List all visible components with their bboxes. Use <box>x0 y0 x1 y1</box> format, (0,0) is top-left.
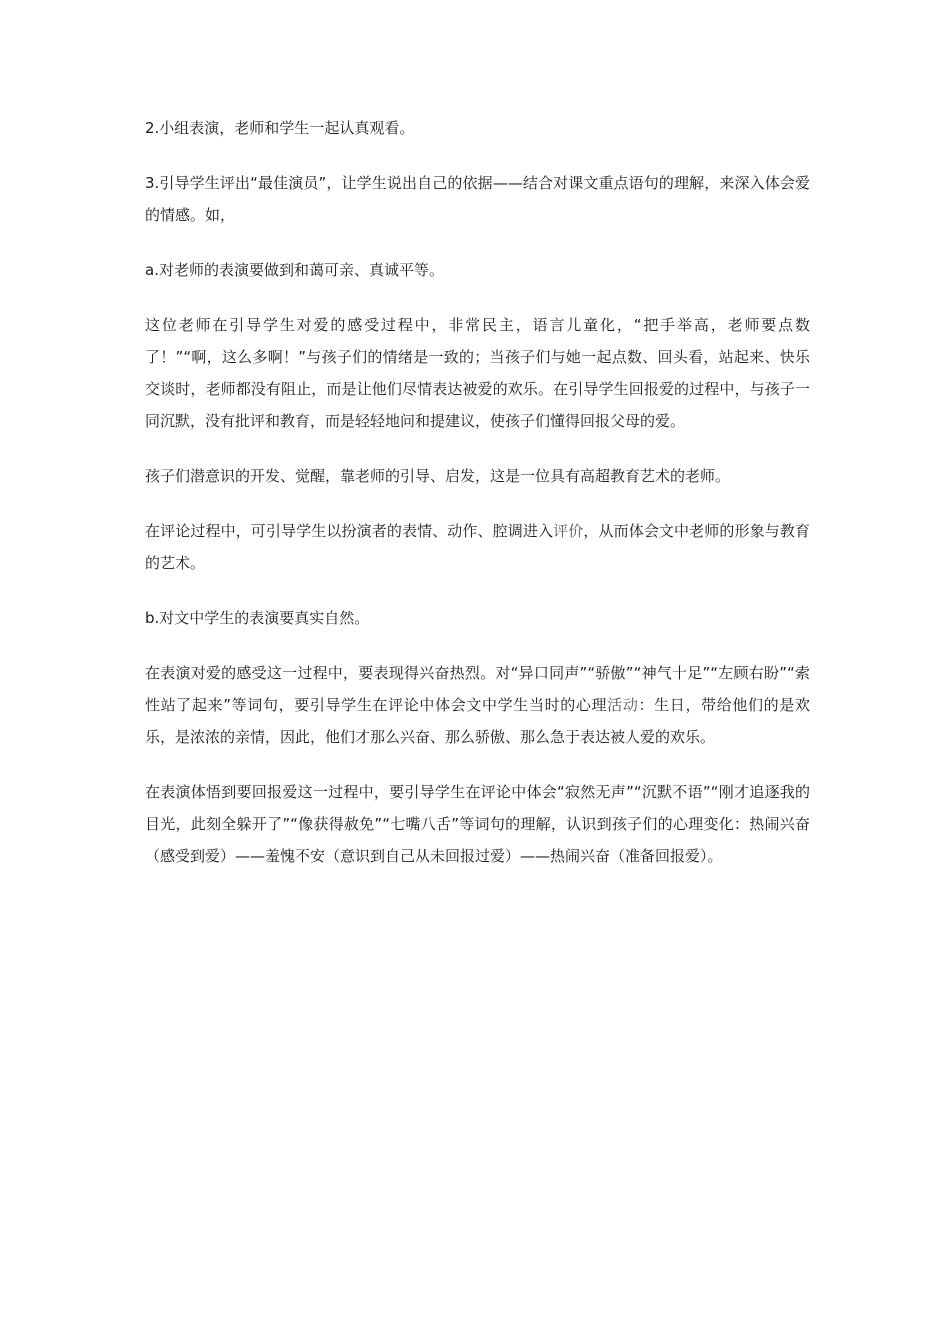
paragraph-teacher-analysis: 这位老师在引导学生对爱的感受过程中，非常民主，语言儿童化，“把手举高，老师要点数了！”“啊，这么多啊！”与孩子们的情绪是一致的；当孩子们与她一起点数、回头看，站起来、快乐交谈时，老师都没有阻止，而是让他们尽情表达被爱的欢乐。在引导学生回报爱的过程中，与孩子一同沉默，没有批评和教育，而是轻轻地问和提建议，使孩子们懂得回报父母的爱。 <box>145 316 810 430</box>
link-activity[interactable]: 活动 <box>607 696 639 714</box>
paragraph-repay-love: 在表演体悟到要回报爱这一过程中，要引导学生在评论中体会“寂然无声”“沉默不语”“刚才追逐我的目光，此刻全躲开了”“像获得赦免”“七嘴八舌”等词句的理解，认识到孩子们的心理变化：热闹兴奋（感受到爱）——羞愧不安（意识到自己从未回报过爱）——热闹兴奋（准备回报爱）。 <box>145 783 810 865</box>
text-segment: ：生日，带给他们的是欢乐，是浓浓的亲情，因此，他们才那么兴奋、那么骄傲、那么急于表达被人爱的欢乐。 <box>145 696 810 746</box>
paragraph-best-actor: 3.引导学生评出“最佳演员”，让学生说出自己的依据——结合对课文重点语句的理解，来深入体会爱的情感。如， <box>145 174 810 224</box>
text-segment: 在评论过程中，可引导学生以扮演者的表情、动作、腔调进入 <box>145 522 554 540</box>
link-evaluation[interactable]: 评价 <box>553 522 584 540</box>
document-body <box>145 112 810 895</box>
paragraph-group-performance: 2.小组表演，老师和学生一起认真观看。 <box>145 119 415 137</box>
paragraph-teacher-art: 孩子们潜意识的开发、觉醒，靠老师的引导、启发，这是一位具有高超教育艺术的老师。 <box>145 467 731 485</box>
paragraph-teacher-performance: a.对老师的表演要做到和蔼可亲、真诚平等。 <box>145 261 444 279</box>
text-segment: ，从而体会文中老师的形象与教育的艺术。 <box>145 522 810 572</box>
paragraph-comment-process <box>145 515 810 579</box>
paragraph-feeling-love <box>145 657 810 753</box>
text-segment: 在表演对爱的感受这一过程中，要表现得兴奋热烈。对“异口同声”“骄傲”“神气十足”“左顾右盼”“索性站了起来”等词句，要引导学生在评论中体会文中学生当时的心理 <box>145 664 810 714</box>
paragraph-student-performance: b.对文中学生的表演要真实自然。 <box>145 609 370 627</box>
